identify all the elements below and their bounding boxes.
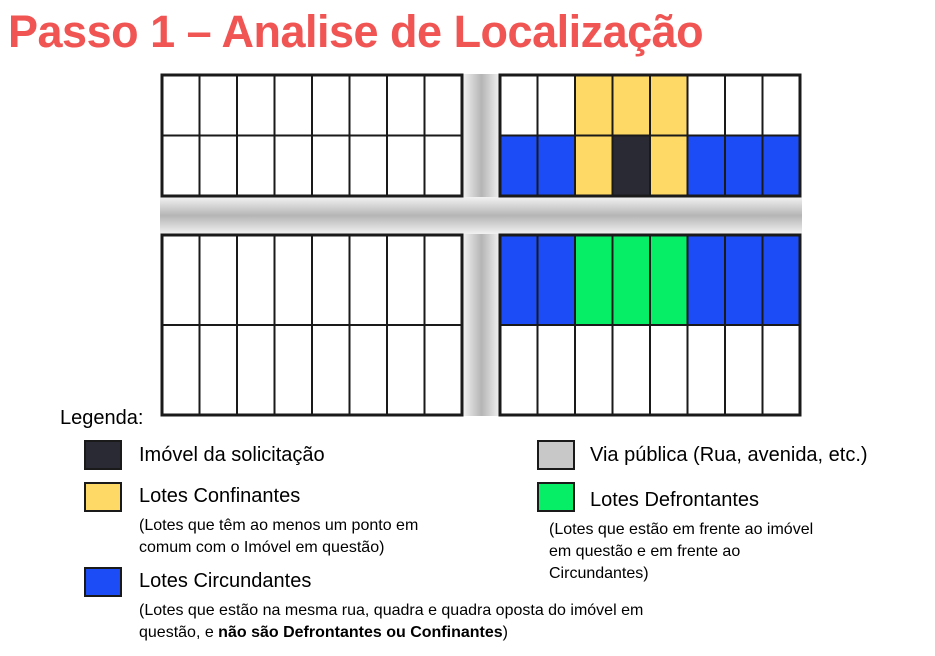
lot-empty — [387, 136, 425, 197]
lot-empty — [237, 235, 275, 325]
lot-empty — [725, 75, 763, 136]
lot-empty — [162, 235, 200, 325]
lot-empty — [312, 75, 350, 136]
legend-via-label: Via pública (Rua, avenida, etc.) — [590, 444, 868, 466]
lot-empty — [350, 235, 388, 325]
legend-defrontantes-label: Lotes Defrontantes — [590, 489, 759, 511]
lot-empty — [200, 325, 238, 415]
lot-empty — [538, 325, 576, 415]
lot-circundante — [725, 136, 763, 197]
lot-defrontante — [613, 235, 651, 325]
lot-empty — [538, 75, 576, 136]
lot-confinante — [575, 136, 613, 197]
lot-empty — [763, 75, 801, 136]
lot-empty — [425, 136, 463, 197]
lot-empty — [162, 325, 200, 415]
lot-empty — [237, 75, 275, 136]
lot-empty — [275, 75, 313, 136]
lot-empty — [162, 75, 200, 136]
lot-confinante — [650, 136, 688, 197]
block-top-right — [500, 75, 800, 196]
lot-empty — [425, 235, 463, 325]
lot-circundante — [538, 136, 576, 197]
vertical-street — [463, 74, 500, 416]
lot-empty — [500, 325, 538, 415]
lot-empty — [200, 75, 238, 136]
lot-empty — [575, 325, 613, 415]
lot-empty — [200, 235, 238, 325]
lot-confinante — [613, 75, 651, 136]
lot-circundante — [763, 235, 801, 325]
page-title: Passo 1 – Analise de Localização — [8, 6, 704, 57]
green-square-swatch — [537, 482, 575, 512]
lot-empty — [275, 235, 313, 325]
block-bottom-left — [162, 235, 462, 415]
lot-empty — [200, 136, 238, 197]
legend-confinantes-note: (Lotes que têm ao menos um ponto em comum com o Imóvel em questão) — [139, 517, 419, 556]
lot-circundante — [688, 235, 726, 325]
lot-empty — [613, 325, 651, 415]
lot-empty — [350, 136, 388, 197]
lot-empty — [650, 325, 688, 415]
legend-defrontantes-note: (Lotes que estão em frente ao imóvel em questão e em frente ao Circundantes) — [549, 521, 814, 582]
lot-empty — [275, 136, 313, 197]
legend-title: Legenda: — [60, 407, 144, 429]
block-top-left — [162, 75, 462, 196]
gray-square-swatch — [537, 440, 575, 470]
lot-circundante — [500, 136, 538, 197]
lot-circundante — [725, 235, 763, 325]
lot-circundante — [500, 235, 538, 325]
lot-empty — [387, 235, 425, 325]
lot-empty — [500, 75, 538, 136]
legend-confinantes-label: Lotes Confinantes — [139, 485, 301, 507]
lot-empty — [387, 325, 425, 415]
horizontal-street — [160, 197, 802, 234]
legend-circundantes-label: Lotes Circundantes — [139, 570, 312, 592]
lot-empty — [237, 136, 275, 197]
lot-empty — [350, 75, 388, 136]
lot-empty — [387, 75, 425, 136]
blue-square-swatch — [84, 567, 122, 597]
lot-empty — [312, 235, 350, 325]
lot-circundante — [688, 136, 726, 197]
lot-empty — [162, 136, 200, 197]
lot-empty — [425, 75, 463, 136]
legend-imovel-label: Imóvel da solicitação — [139, 444, 325, 466]
lot-circundante — [763, 136, 801, 197]
lot-empty — [312, 325, 350, 415]
lot-empty — [350, 325, 388, 415]
block-bottom-right — [500, 235, 800, 415]
lot-defrontante — [650, 235, 688, 325]
lot-confinante — [650, 75, 688, 136]
lot-imovel — [613, 136, 651, 197]
lot-empty — [237, 325, 275, 415]
lot-defrontante — [575, 235, 613, 325]
lot-empty — [688, 75, 726, 136]
lot-empty — [275, 325, 313, 415]
lot-empty — [312, 136, 350, 197]
lot-confinante — [575, 75, 613, 136]
dark-square-swatch — [84, 440, 122, 470]
lot-empty — [425, 325, 463, 415]
lot-empty — [763, 325, 801, 415]
lot-empty — [725, 325, 763, 415]
lot-empty — [688, 325, 726, 415]
yellow-square-swatch — [84, 482, 122, 512]
lot-circundante — [538, 235, 576, 325]
legend-circundantes-note: (Lotes que estão na mesma rua, quadra e quadra oposta do imóvel em questão, e não são Defrontantes ou Confinantes) — [139, 602, 644, 641]
